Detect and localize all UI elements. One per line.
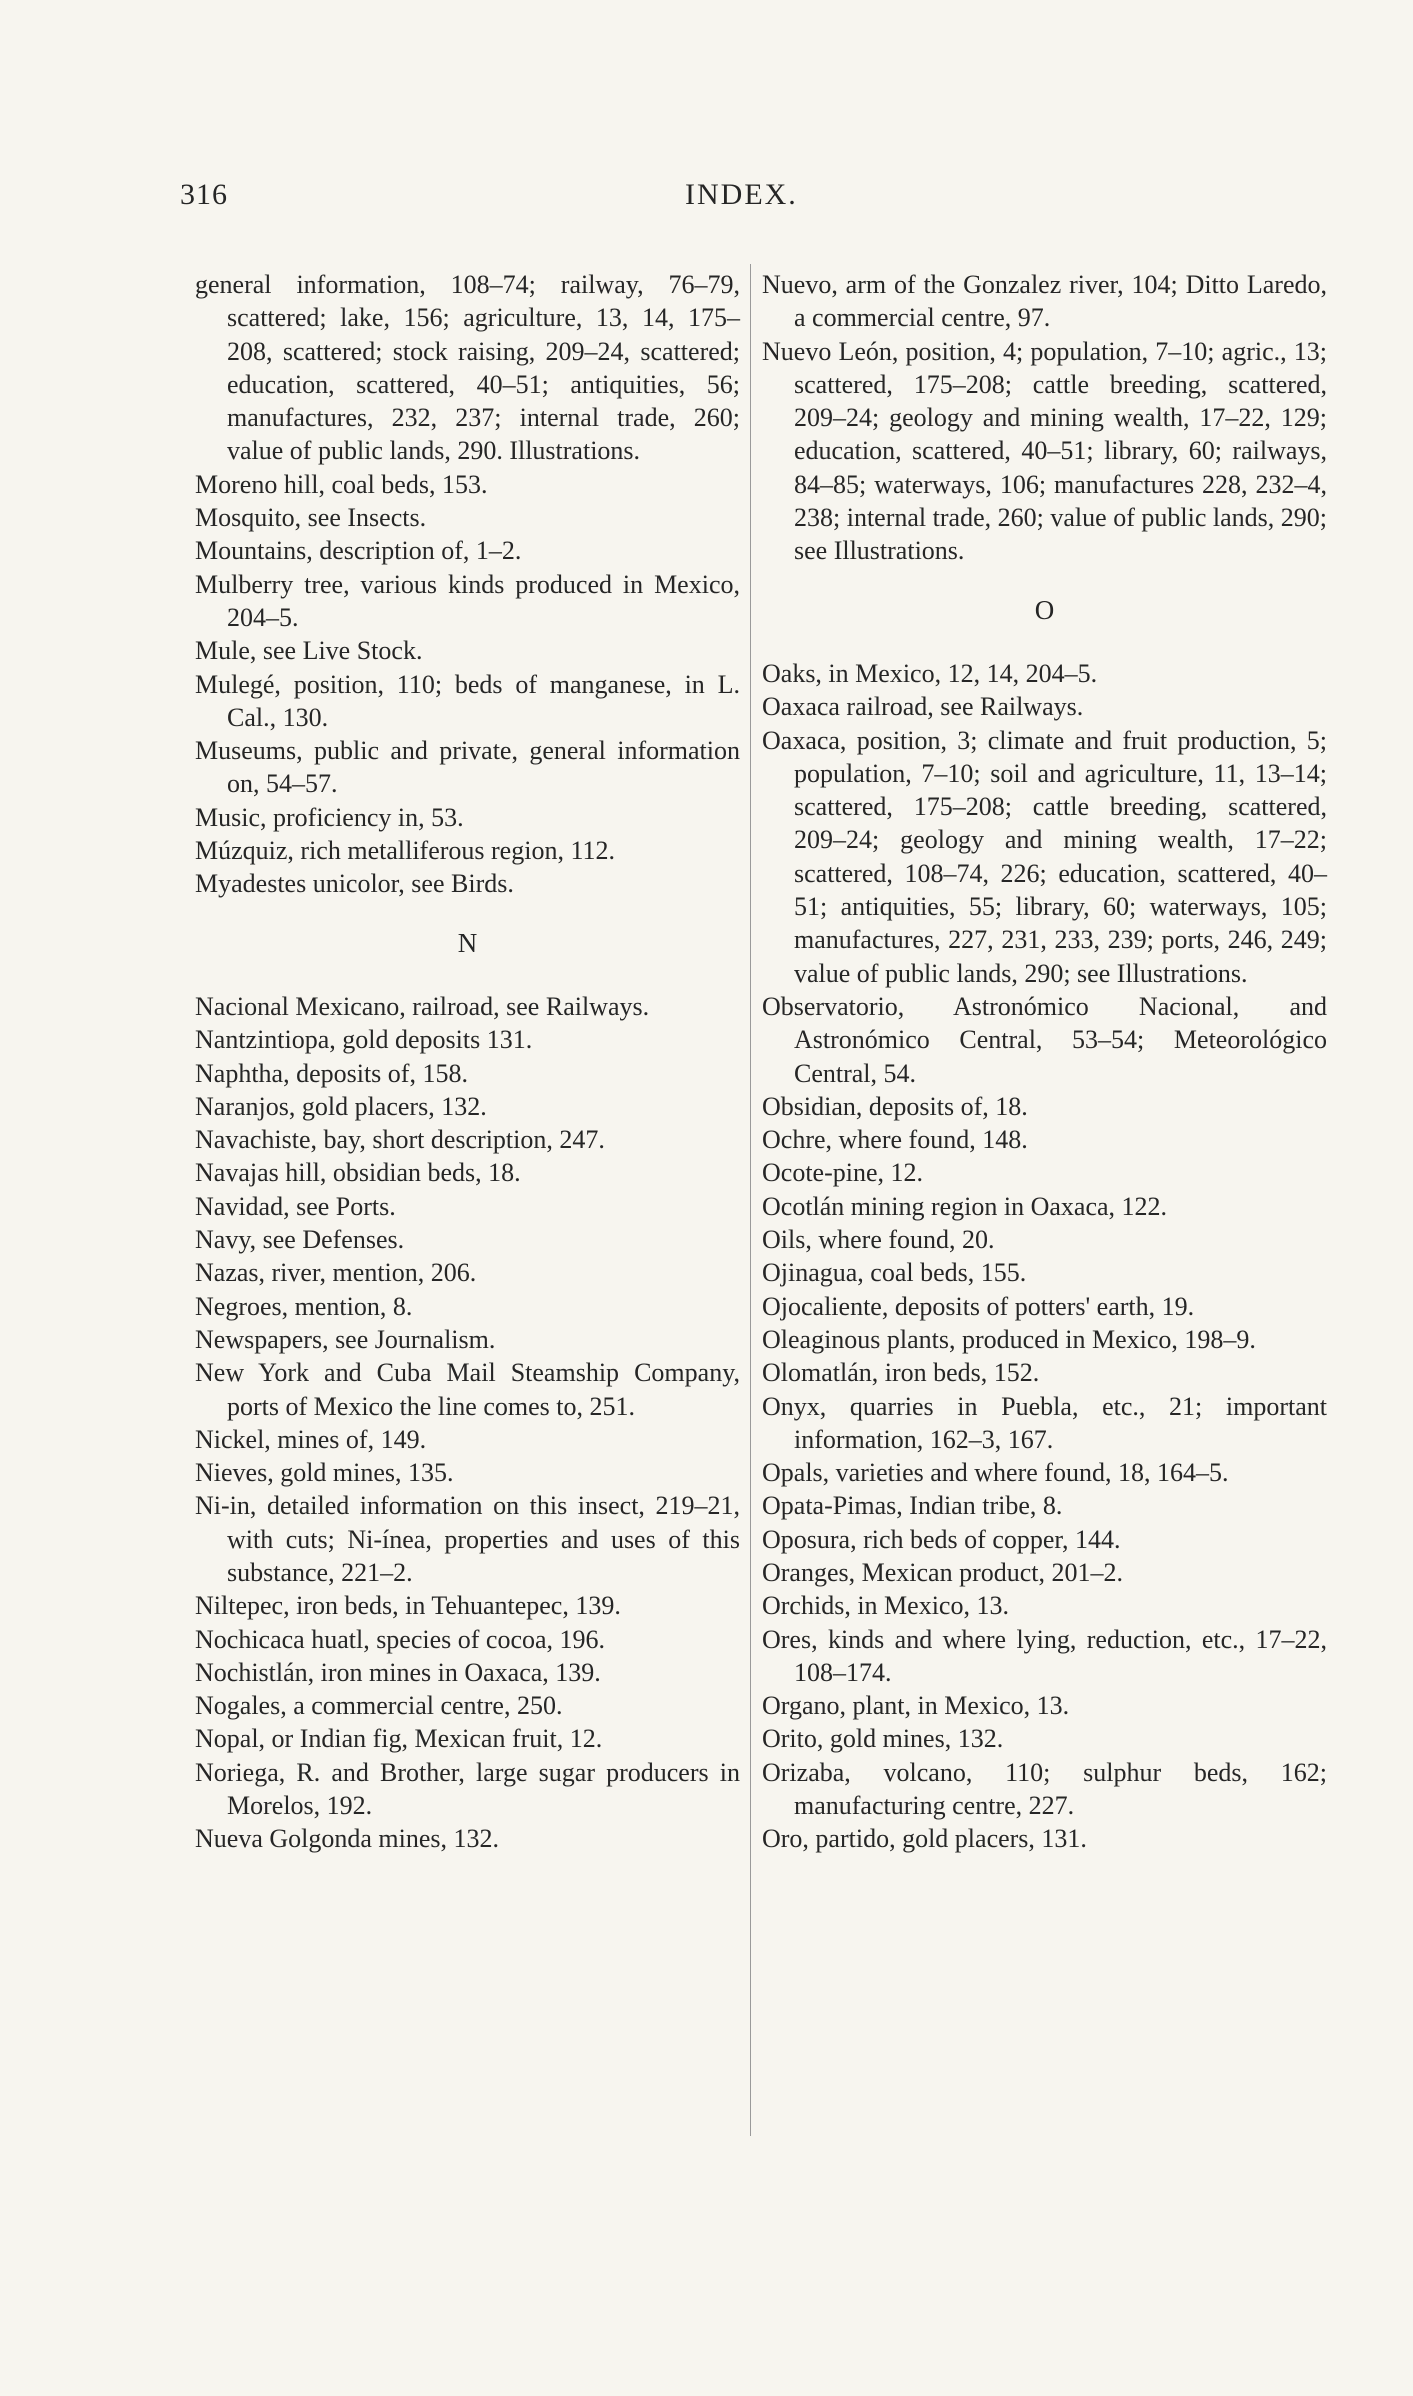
- index-entry: Nochistlán, iron mines in Oaxaca, 139.: [195, 1657, 601, 1687]
- index-entry: Myadestes unicolor, see Birds.: [195, 869, 514, 899]
- index-entry: Nochicaca huatl, species of cocoa, 196.: [195, 1624, 606, 1654]
- left-column: [195, 268, 740, 1856]
- index-entry: New York and Cuba Mail Steamship Company, ports of Mexico the line comes to, 251.: [195, 1358, 740, 1421]
- index-entry: Mule, see Live Stock.: [195, 636, 423, 666]
- index-entry: Mulegé, position, 110; beds of manganese, in L. Cal., 130.: [195, 669, 740, 732]
- index-entry: Oleaginous plants, produced in Mexico, 198–9.: [762, 1324, 1256, 1354]
- index-entry: Observatorio, Astronómico Nacional, and Astronómico Central, 53–54; Meteorológico Central, 54.: [762, 991, 1327, 1088]
- index-entry: Nuevo, arm of the Gonzalez river, 104; Ditto Laredo, a commercial centre, 97.: [762, 270, 1327, 333]
- right-column: [762, 268, 1327, 1856]
- index-entry: Ni-in, detailed information on this insect, 219–21, with cuts; Ni-ínea, properties and uses of this substance, 221–2.: [195, 1491, 740, 1587]
- index-entry: Obsidian, deposits of, 18.: [762, 1091, 1028, 1121]
- index-entry: Oposura, rich beds of copper, 144.: [762, 1524, 1121, 1554]
- index-entry: Mountains, description of, 1–2.: [195, 536, 522, 566]
- index-entry: Naphtha, deposits of, 158.: [195, 1058, 468, 1088]
- index-entry: Mulberry tree, various kinds produced in Mexico, 204–5.: [195, 569, 740, 632]
- index-entry: Navajas hill, obsidian beds, 18.: [195, 1158, 521, 1188]
- index-entry: Oaks, in Mexico, 12, 14, 204–5.: [762, 658, 1098, 688]
- index-entry: Ochre, where found, 148.: [762, 1125, 1028, 1155]
- page-header: [0, 178, 1413, 218]
- index-entry: Navidad, see Ports.: [195, 1191, 396, 1221]
- index-entry: Mosquito, see Insects.: [195, 503, 427, 533]
- index-entry: Newspapers, see Journalism.: [195, 1324, 496, 1354]
- index-entry: Organo, plant, in Mexico, 13.: [762, 1691, 1070, 1721]
- index-entry: Orizaba, volcano, 110; sulphur beds, 162; manufacturing centre, 227.: [762, 1757, 1327, 1821]
- index-entry: Opals, varieties and where found, 18, 164–5.: [762, 1458, 1229, 1488]
- index-entry: Nantzintiopa, gold deposits 131.: [195, 1025, 533, 1055]
- section-letter-o: O: [1034, 594, 1055, 625]
- index-entry: Ojocaliente, deposits of potters' earth, 19.: [762, 1291, 1195, 1321]
- running-head: INDEX.: [685, 178, 798, 211]
- index-entry: Nieves, gold mines, 135.: [195, 1458, 454, 1488]
- index-entry: Orito, gold mines, 132.: [762, 1724, 1004, 1754]
- index-entry: Navy, see Defenses.: [195, 1225, 405, 1255]
- index-entry: Oaxaca, position, 3; climate and fruit production, 5; population, 7–10; soil and agriculture, 11, 13–14; scattered, 175–208; cattle breeding, scattered, 209–24; geology and mining wealth, 17–22; scattered, 108–74, 226; education, scattered, 40–51; antiquities, 55; library, 60; waterways, 105; manufactures, 227, 231, 233, 239; ports, 246, 249; value of public lands, 290; see Illustrations.: [762, 725, 1327, 988]
- index-entry: Orchids, in Mexico, 13.: [762, 1591, 1009, 1621]
- index-entry: Nueva Golgonda mines, 132.: [195, 1824, 500, 1854]
- index-entry: Oro, partido, gold placers, 131.: [762, 1824, 1087, 1854]
- index-entry: Niltepec, iron beds, in Tehuantepec, 139.: [195, 1591, 621, 1621]
- index-entry: Nazas, river, mention, 206.: [195, 1258, 477, 1288]
- entry-group-m: [195, 268, 740, 901]
- index-entry: Oils, where found, 20.: [762, 1225, 995, 1255]
- index-entry: Ojinagua, coal beds, 155.: [762, 1258, 1027, 1288]
- section-letter-n: N: [457, 927, 478, 958]
- index-entry: Ores, kinds and where lying, reduction, etc., 17–22, 108–174.: [762, 1624, 1327, 1687]
- index-entry: Onyx, quarries in Puebla, etc., 21; important information, 162–3, 167.: [762, 1391, 1327, 1454]
- index-entry: Ocote-pine, 12.: [762, 1158, 924, 1188]
- entry-group-n: [195, 990, 740, 1856]
- index-entry: Oaxaca railroad, see Railways.: [762, 692, 1084, 722]
- index-entry: Nickel, mines of, 149.: [195, 1424, 427, 1454]
- index-entry: Nogales, a commercial centre, 250.: [195, 1691, 563, 1721]
- index-entry: general information, 108–74; railway, 76–79, scattered; lake, 156; agriculture, 13, 14, 175–208, scattered; stock raising, 209–24, scattered; education, scattered, 40–51; antiquities, 56; manufactures, 232, 237; internal trade, 260; value of public lands, 290. Illustrations.: [195, 270, 740, 466]
- index-entry: Moreno hill, coal beds, 153.: [195, 469, 488, 499]
- index-entry: Múzquiz, rich metalliferous region, 112.: [195, 836, 615, 866]
- entry-group-o: [762, 657, 1327, 1856]
- index-entry: Oranges, Mexican product, 201–2.: [762, 1557, 1124, 1587]
- entry-group-n-continued: [762, 268, 1327, 568]
- index-entry: Nacional Mexicano, railroad, see Railways.: [195, 991, 650, 1021]
- index-entry: Noriega, R. and Brother, large sugar producers in Morelos, 192.: [195, 1757, 740, 1821]
- column-divider: [750, 264, 751, 2136]
- index-entry: Museums, public and private, general information on, 54–57.: [195, 736, 740, 799]
- index-entry: Nopal, or Indian fig, Mexican fruit, 12.: [195, 1724, 603, 1754]
- index-entry: Navachiste, bay, short description, 247.: [195, 1125, 605, 1155]
- index-entry: Ocotlán mining region in Oaxaca, 122.: [762, 1191, 1168, 1221]
- index-entry: Nuevo León, position, 4; population, 7–10; agric., 13; scattered, 175–208; cattle breeding, scattered, 209–24; geology and mining wealth, 17–22, 129; education, scattered, 40–51; library, 60; railways, 84–85; waterways, 106; manufactures 228, 232–4, 238; internal trade, 260; value of public lands, 290; see Illustrations.: [762, 336, 1327, 566]
- index-entry: Olomatlán, iron beds, 152.: [762, 1358, 1040, 1388]
- index-entry: Naranjos, gold placers, 132.: [195, 1091, 487, 1121]
- index-entry: Opata-Pimas, Indian tribe, 8.: [762, 1491, 1063, 1521]
- index-entry: Music, proficiency in, 53.: [195, 802, 464, 832]
- page-number: 316: [180, 178, 228, 211]
- index-entry: Negroes, mention, 8.: [195, 1291, 413, 1321]
